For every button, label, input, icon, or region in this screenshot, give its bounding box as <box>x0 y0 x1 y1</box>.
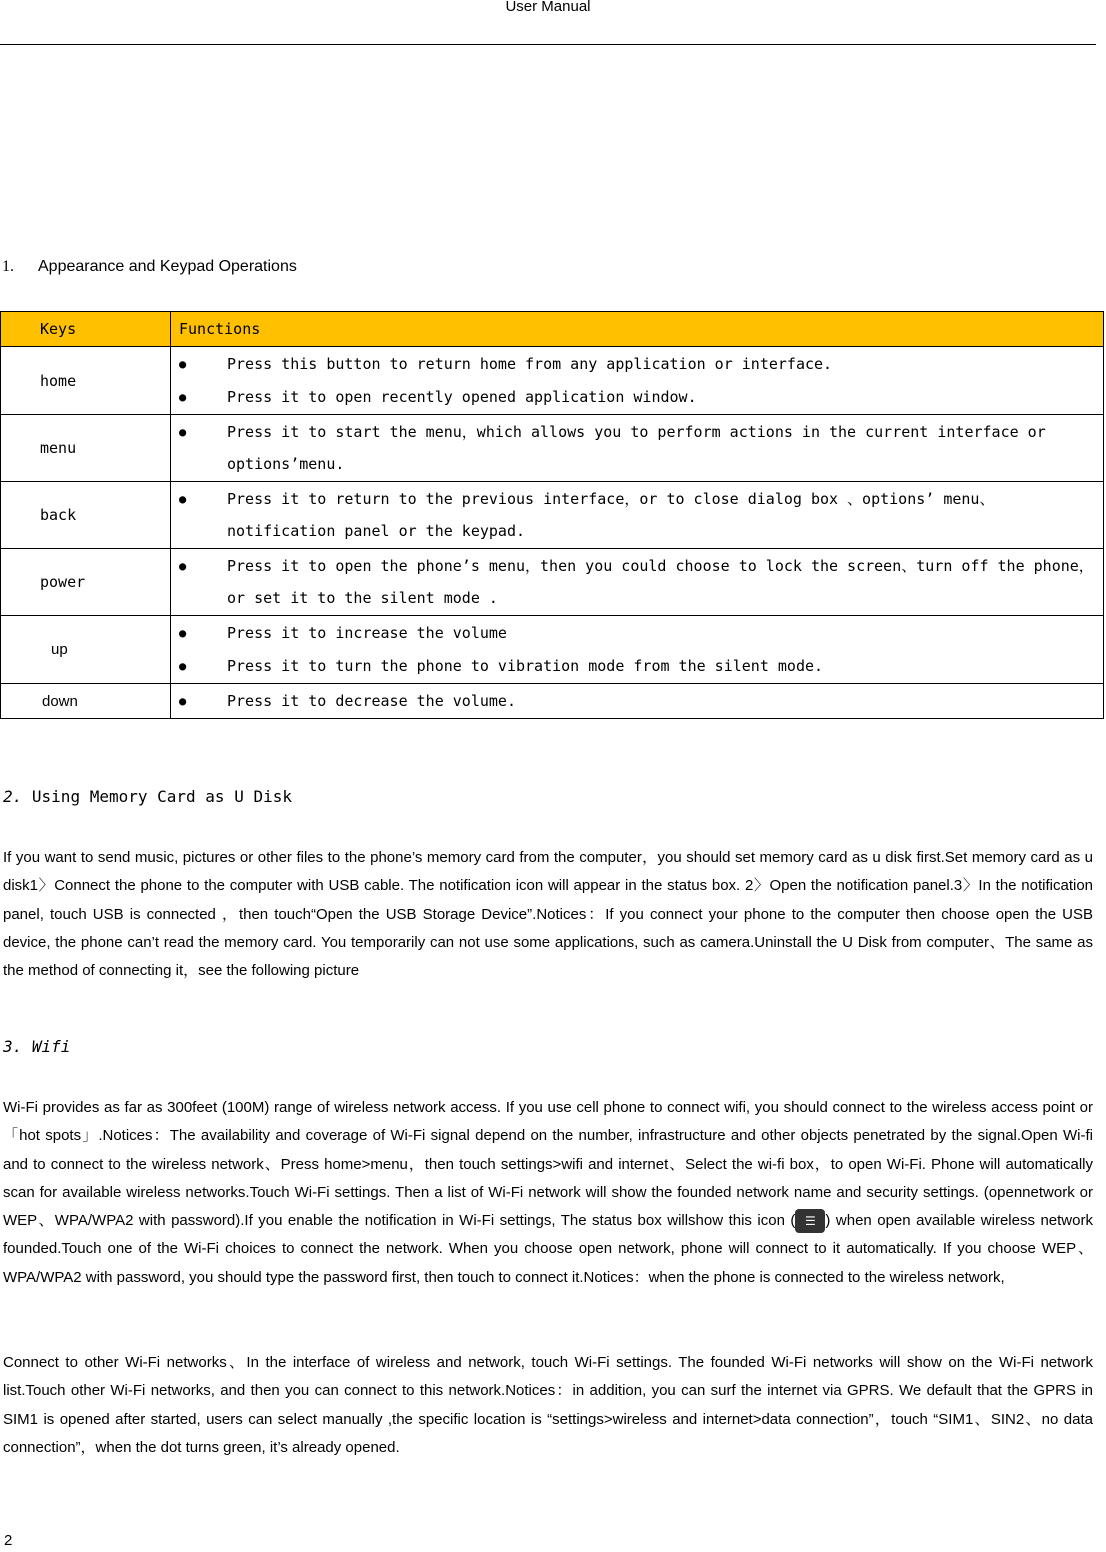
section-1-title: Appearance and Keypad Operations <box>38 258 297 275</box>
section-2-title: Using Memory Card as U Disk <box>31 787 292 806</box>
section-1-heading <box>2 258 297 276</box>
table-row <box>1 616 1104 684</box>
table-header-row <box>1 312 1104 347</box>
bullet-item: ● Press it to decrease the volume. <box>179 685 1103 718</box>
section-1-number: 1. <box>2 258 14 275</box>
page-number: 2 <box>4 1532 13 1549</box>
key-up: up <box>1 616 171 684</box>
bullet-item: ● Press this button to return home from any application or interface. <box>179 348 1103 381</box>
bullet-item: ● Press it to increase the volume <box>179 617 1103 650</box>
section-3-number: 3. <box>3 1037 23 1056</box>
key-down: down <box>1 684 171 719</box>
function-cell <box>171 616 1104 684</box>
header-functions: Functions <box>171 312 1104 347</box>
section-3-body-part1: Wi-Fi provides as far as 300feet (100M) range of wireless network access. If you use cell phone to connect wifi, you should connect to the wireless access point or 「hot spots」.Notices：The availability and coverage of Wi-Fi signal depend on the number, infrastructure and other objects penetrated by the signal.Open Wi-fi and to connect to the wireless network、Press home>menu，then touch settings>wifi and internet、Select the wi-fi box，to open Wi-Fi. Phone will automatically scan for available wireless networks.Touch Wi-Fi settings. Then a list of Wi-Fi network will show the founded network name and security settings. (opennetwork or WEP、WPA/WPA2 with password).If you enable the notification in Wi-Fi settings, The status box willshow this icon ( <box>3 1099 1093 1230</box>
section-3-body <box>3 1094 1093 1292</box>
table-row <box>1 684 1104 719</box>
key-home: home <box>1 347 171 415</box>
table-row <box>1 347 1104 415</box>
page-header <box>0 0 1096 45</box>
section-3-title: Wifi <box>31 1037 71 1056</box>
function-cell <box>171 482 1104 549</box>
section-3-body-2: Connect to other Wi-Fi networks、In the interface of wireless and network, touch Wi-Fi settings. The founded Wi-Fi networks will show on the Wi-Fi network list.Touch other Wi-Fi networks, and then you can connect to this network.Notices：in addition, you can surf the internet via GPRS. We default that the GPRS in SIM1 is opened after started, users can select manually ,the specific location is “settings>wireless and internet>data connection”，touch “SIM1、SIN2、no data connection”，when the dot turns green, it’s already opened. <box>3 1354 1093 1456</box>
header-title: User Manual <box>505 0 591 15</box>
section-3-heading <box>3 1037 70 1056</box>
function-cell <box>171 684 1104 719</box>
table-row <box>1 549 1104 616</box>
section-2-body: If you want to send music, pictures or other files to the phone’s memory card from the computer，you should set memory card as u disk first.Set memory card as u disk1〉Connect the phone to the computer with USB cable. The notification icon will appear in the status box. 2〉Open the notification panel.3〉In the notification panel, touch USB is connected ，then touch“Open the USB Storage Device”.Notices：If you connect your phone to the computer then choose open the USB device, the phone can’t read the memory card. You temporarily can not use some applications, such as camera.Uninstall the U Disk from computer、The same as the method of connecting it，see the following picture <box>3 849 1093 980</box>
section-3-body-part2: ) when open available wireless network founded.Touch one of the Wi-Fi choices to connect the network. When you choose open network, phone will connect to it automatically. If you choose WEP、WPA/WPA2 with password, you should type the password first, then touch to connect it.Notices：when the phone is connected to the wireless network, <box>3 1212 1093 1286</box>
table-row <box>1 482 1104 549</box>
wifi-status-icon: ☰ <box>795 1209 825 1233</box>
key-menu: menu <box>1 415 171 482</box>
bullet-item: ● Press it to open the phone’s menu，then you could choose to lock the screen、turn off the phone，or set it to the silent mode . <box>179 550 1103 614</box>
bullet-item: ● Press it to open recently opened application window. <box>179 381 1103 414</box>
header-keys: Keys <box>1 312 171 347</box>
table-row <box>1 415 1104 482</box>
key-back: back <box>1 482 171 549</box>
key-power: power <box>1 549 171 616</box>
bullet-item: ● Press it to return to the previous interface，or to close dialog box 、options’ menu、notification panel or the keypad. <box>179 483 1103 547</box>
section-2-heading <box>3 787 292 806</box>
function-cell <box>171 347 1104 415</box>
function-cell <box>171 415 1104 482</box>
section-2-number: 2. <box>3 787 23 806</box>
bullet-item: ● Press it to turn the phone to vibration mode from the silent mode. <box>179 650 1103 683</box>
keypad-table <box>0 311 1104 719</box>
bullet-item: ● Press it to start the menu，which allows you to perform actions in the current interface or options’menu. <box>179 416 1103 480</box>
function-cell <box>171 549 1104 616</box>
